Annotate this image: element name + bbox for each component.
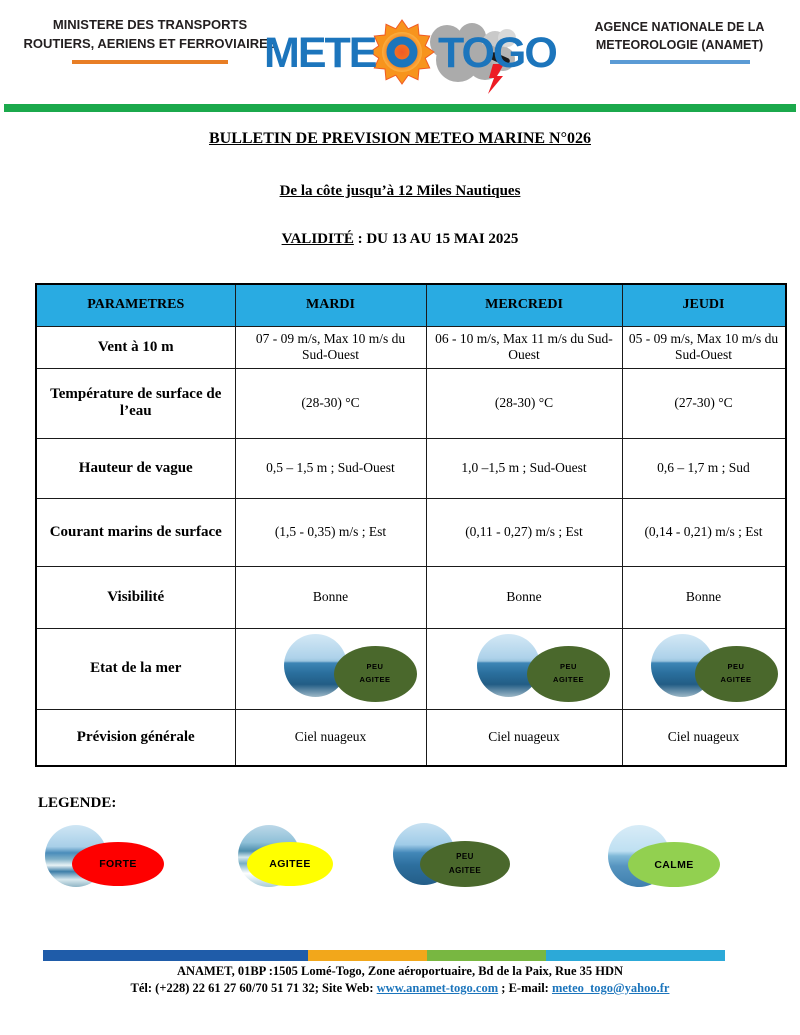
legend-badge-peu-agitee [420, 841, 510, 887]
badge-line1: PEU [366, 661, 384, 671]
sea-state-indicator [242, 631, 420, 707]
row-label-prevision: Prévision générale [36, 709, 235, 766]
footer-bar-lightblue [546, 950, 725, 961]
sea-state-cell [622, 628, 786, 709]
logo-text-mete: METE [264, 29, 376, 77]
scope-subtitle: De la côte jusqu’à 12 Miles Nautiques [279, 183, 521, 199]
badge-line1: AGITEE [269, 858, 311, 870]
sea-state-badge [527, 646, 610, 702]
footer-color-bar [43, 950, 725, 961]
green-divider [4, 104, 796, 112]
validity-label: VALIDITÉ [281, 231, 354, 247]
badge-line1: PEU [727, 661, 745, 671]
website-link[interactable]: www.anamet-togo.com [376, 981, 499, 995]
logo-text-togo: TOGO [438, 29, 556, 77]
validity-dates: : DU 13 AU 15 MAI 2025 [353, 231, 519, 247]
agency-block [572, 18, 787, 64]
sea-state-cell [426, 628, 622, 709]
validity-line [0, 231, 800, 248]
cell-value: Bonne [426, 566, 622, 628]
bulletin-title: BULLETIN DE PREVISION METEO MARINE N°026 [208, 130, 591, 147]
sea-state-cell [235, 628, 426, 709]
footer-email-label: ; E-mail: [498, 981, 552, 995]
table-row [36, 709, 786, 766]
sea-state-indicator [435, 631, 613, 707]
col-header-jeudi: JEUDI [622, 284, 786, 326]
footer-bar-green [427, 950, 546, 961]
legend-badge-forte [72, 842, 164, 886]
cell-value: (0,11 - 0,27) m/s ; Est [426, 498, 622, 566]
ministry-block [20, 16, 280, 64]
sea-state-badge [334, 646, 417, 702]
badge-line1: PEU [456, 852, 474, 862]
row-label-hauteur-vague: Hauteur de vague [36, 438, 235, 498]
row-label-temperature: Température de surface de l’eau [36, 368, 235, 438]
cell-value: 05 - 09 m/s, Max 10 m/s du Sud-Ouest [622, 326, 786, 368]
meteo-togo-logo [262, 10, 574, 98]
row-label-etat-mer: Etat de la mer [36, 628, 235, 709]
cell-value: (1,5 - 0,35) m/s ; Est [235, 498, 426, 566]
cell-value: 07 - 09 m/s, Max 10 m/s du Sud-Ouest [235, 326, 426, 368]
ministry-line1: MINISTERE DES TRANSPORTS [52, 17, 248, 32]
cell-value: Bonne [235, 566, 426, 628]
legend-badge-calme [628, 842, 720, 887]
sea-state-indicator [629, 631, 779, 707]
badge-line1: PEU [560, 661, 577, 671]
row-label-vent: Vent à 10 m [36, 326, 235, 368]
footer-bar-orange [308, 950, 427, 961]
forecast-table [35, 283, 787, 767]
cell-value: (28-30) °C [426, 368, 622, 438]
footer-bar-blue [43, 950, 308, 961]
row-label-courant: Courant marins de surface [36, 498, 235, 566]
agency-line1: AGENCE NATIONALE DE LA [594, 20, 765, 34]
table-row [36, 368, 786, 438]
footer-address: ANAMET, 01BP :1505 Lomé-Togo, Zone aéroportuaire, Bd de la Paix, Rue 35 HDN [176, 964, 624, 978]
cell-value: Ciel nuageux [235, 709, 426, 766]
cell-value: 06 - 10 m/s, Max 11 m/s du Sud-Ouest [426, 326, 622, 368]
col-header-mardi: MARDI [235, 284, 426, 326]
legend-title: LEGENDE: [38, 795, 117, 811]
orange-rule [72, 60, 228, 64]
row-label-visibilite: Visibilité [36, 566, 235, 628]
badge-line2: AGITEE [720, 674, 752, 684]
cell-value: (28-30) °C [235, 368, 426, 438]
table-header-row [36, 284, 786, 326]
cell-value: 0,6 – 1,7 m ; Sud [622, 438, 786, 498]
agency-line2: METEOROLOGIE (ANAMET) [595, 38, 764, 53]
table-row [36, 566, 786, 628]
cell-value: 0,5 – 1,5 m ; Sud-Ouest [235, 438, 426, 498]
col-header-mercredi: MERCREDI [426, 284, 622, 326]
cell-value: (0,14 - 0,21) m/s ; Est [622, 498, 786, 566]
footer-contacts [0, 981, 800, 996]
cell-value: Bonne [622, 566, 786, 628]
cell-value: (27-30) °C [622, 368, 786, 438]
badge-line1: CALME [654, 858, 694, 871]
footer-phone: Tél: (+228) 22 61 27 60/70 51 71 32; Site Web: [130, 981, 377, 995]
meteo-togo-logo-svg [262, 10, 574, 98]
table-row-etat-mer [36, 628, 786, 709]
badge-line2: AGITEE [553, 674, 584, 684]
cell-value: 1,0 –1,5 m ; Sud-Ouest [426, 438, 622, 498]
table-row [36, 498, 786, 566]
sun-icon [370, 20, 434, 84]
badge-line2: AGITEE [359, 674, 391, 684]
cell-value: Ciel nuageux [426, 709, 622, 766]
sea-state-badge [695, 646, 778, 702]
badge-line2: AGITEE [448, 866, 482, 875]
email-link[interactable]: meteo_togo@yahoo.fr [551, 981, 670, 995]
table-row [36, 326, 786, 368]
blue-rule [610, 60, 750, 64]
table-row [36, 438, 786, 498]
col-header-parametres: PARAMETRES [36, 284, 235, 326]
ministry-line2: ROUTIERS, AERIENS ET FERROVIAIRES [23, 35, 277, 51]
legend-badge-agitee [247, 842, 333, 886]
badge-line1: FORTE [99, 858, 137, 870]
cell-value: Ciel nuageux [622, 709, 786, 766]
